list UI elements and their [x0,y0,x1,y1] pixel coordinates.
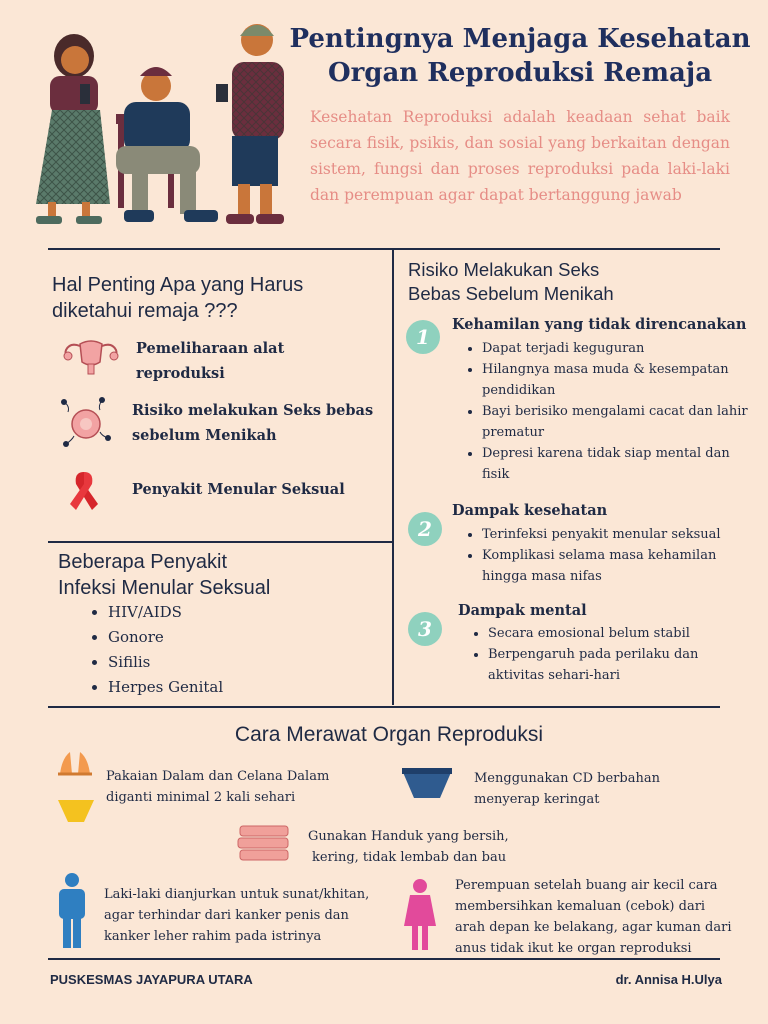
risk-points-3 [470,623,748,686]
care-cd: Menggunakan CD berbahan menyerap keringat [474,771,660,807]
number-badge-1: 1 [406,320,440,354]
divider-care [48,706,720,708]
divider-left-mid [48,541,392,543]
page-title [270,22,768,90]
list-item: • Depresi karena tidak siap mental dan fisik [482,443,752,485]
list-item: • Gonore [108,625,223,650]
list-item: • Hilangnya masa muda & kesempatan pendidikan [482,359,752,401]
care-underwear: Pakaian Dalam dan Celana Dalam diganti minimal 2 kali sehari [106,769,330,805]
list-item: • HIV/AIDS [108,600,223,625]
care-female: Perempuan setelah buang air kecil cara membersihkan kemaluan (cebok) dari arah depan ke belakang, agar kuman dari anus tidak ikut ke organ reproduksi [455,878,732,956]
divider-vertical [392,249,394,705]
risk-points-1 [464,338,752,485]
panty-icon [56,796,96,826]
divider-top [48,248,720,250]
list-item: • Bayi berisiko mengalami cacat dan lahir prematur [482,401,752,443]
seated-boy-figure [116,67,218,222]
girl-figure [36,34,110,224]
item-pemeliharaan: Pemeliharaan alat reproduksi [136,340,285,382]
red-ribbon-icon [66,468,102,512]
list-item: • Terinfeksi penyakit menular seksual [482,524,752,545]
teens-illustration [20,14,290,236]
disease-heading: Beberapa Penyakit Infeksi Menular Seksual [58,551,271,599]
title-line-1: Pentingnya Menjaga Kesehatan [289,24,751,54]
care-male: Laki-laki dianjurkan untuk sunat/khitan, agar terhindar dari kanker penis dan kanker leher rahim pada istrinya [104,887,370,944]
care-heading: Cara Merawat Organ Reproduksi [234,723,544,746]
bra-icon [56,748,94,778]
brief-icon [400,766,454,802]
uterus-icon [60,336,122,376]
list-item: • Komplikasi selama masa kehamilan hingga masa nifas [482,545,752,587]
right-heading: Risiko Melakukan Seks Bebas Sebelum Menikah [408,259,614,304]
footer-author: dr. Annisa H.Ulya [615,972,722,987]
list-item: • Herpes Genital [108,675,223,700]
footer-organization: PUSKESMAS JAYAPURA UTARA [50,972,253,987]
care-towel: Gunakan Handuk yang bersih, kering, tidak lembab dan bau [308,829,509,865]
risk-title-3: Dampak mental [458,602,587,619]
list-item: • Dapat terjadi keguguran [482,338,752,359]
list-item: • Secara emosional belum stabil [488,623,748,644]
risk-title-1: Kehamilan yang tidak direncanakan [452,316,747,333]
list-item: • Sifilis [108,650,223,675]
left-heading: Hal Penting Apa yang Harus diketahui remaja ??? [52,274,304,322]
intro-paragraph: Kesehatan Reproduksi adalah keadaan sehat baik secara fisik, psikis, dan sosial yang berkaitan dengan sistem, fungsi dan proses reproduksi pada laki-laki dan perempuan agar dapat bertanggung jawab [310,108,730,204]
number-badge-3: 3 [408,612,442,646]
title-line-2: Organ Reproduksi Remaja [327,58,713,88]
risk-points-2 [464,524,752,587]
risk-title-2: Dampak kesehatan [452,502,608,519]
item-pms: Penyakit Menular Seksual [132,481,345,498]
number-badge-2: 2 [408,512,442,546]
egg-sperm-icon [56,392,114,452]
list-item: • Berpengaruh pada perilaku dan aktivitas sehari-hari [488,644,748,686]
male-icon [54,872,90,950]
item-risiko: Risiko melakukan Seks bebas sebelum Menikah [132,402,374,444]
towel-icon [236,822,292,868]
female-icon [400,878,440,952]
disease-list [88,600,223,700]
